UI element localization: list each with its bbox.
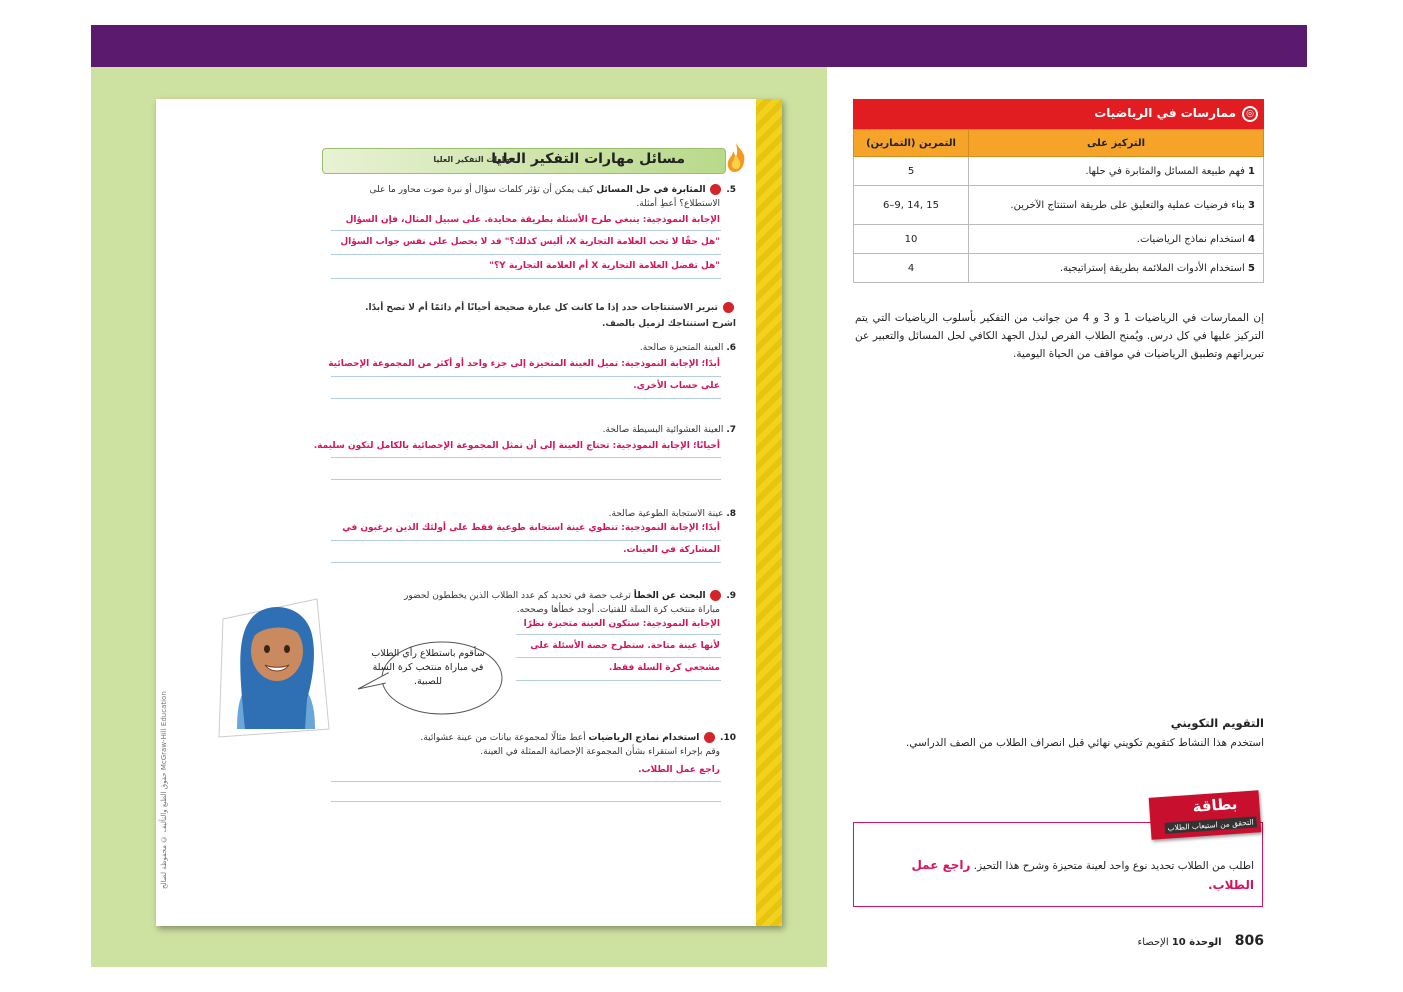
answer-line	[331, 376, 721, 377]
answer-8-line2: المشاركة في العينات.	[623, 545, 720, 555]
practices-paragraph: إن الممارسات في الرياضيات 1 و 3 و 4 من جوانب من التفكير بأسلوب الرياضيات التي يتم التركيز عليها في كل درس. ويُمنح الطلاب الفرص لبذل الجهد الكافي لحل المسائل والتعبير عن تبريراتهم وتطبيق الرياضيات في مواقف من الحياة اليومية.	[855, 312, 1265, 360]
question-8: 8. عينة الاستجابة الطوعية صالحة.	[608, 509, 736, 519]
reasoning-instruction: تبرير الاستنتاجات حدد إذا ما كانت كل عبارة صحيحة أحيانًا أم دائمًا أم لا تصح أبدًا.	[316, 301, 736, 315]
answer-line	[331, 230, 721, 231]
exercise-cell: 6–9, 14, 15	[854, 186, 969, 225]
practices-grid	[853, 129, 1264, 283]
answer-5-line2: "هل حقًا لا تحب العلامة التجارية X، أليس كذلك؟" قد لا يحصل على نفس جواب السؤال	[340, 237, 720, 247]
practices-header	[853, 99, 1264, 129]
question-5: 5. المثابرة في حل المسائل كيف يمكن أن تؤثر كلمات سؤال أو نبرة صوت محاور ما على	[369, 185, 736, 195]
page-number: 806	[1234, 933, 1264, 949]
exercise-cell: 4	[854, 254, 969, 283]
practices-title: ممارسات في الرياضيات	[1094, 106, 1236, 120]
answer-line	[516, 634, 721, 635]
q10-icon	[704, 732, 715, 743]
answer-line	[331, 562, 721, 563]
yellow-edge-strip	[756, 99, 782, 926]
q9-icon	[710, 590, 721, 601]
answer-line	[331, 398, 721, 399]
table-row	[854, 225, 1264, 254]
answer-line	[331, 457, 721, 458]
focus-cell: 4 استخدام نماذج الرياضيات.	[969, 225, 1264, 254]
student-edition-page	[156, 99, 782, 926]
q5-icon	[710, 184, 721, 195]
focus-cell: 1 فهم طبيعة المسائل والمثابرة في حلها.	[969, 157, 1264, 186]
answer-7-line1: أحيانًا؛ الإجابة النموذجية: تحتاج العينة إلى أن تمثل المجموعة الإحصائية بالكامل لتكون سليمة.	[313, 441, 720, 451]
table-row	[854, 157, 1264, 186]
formative-assessment-text: استخدم هذا النشاط كتقويم تكويني نهائي قبل انصراف الطلاب من الصف الدراسي.	[905, 737, 1264, 749]
question-10: 10. استخدام نماذج الرياضيات أعط مثالًا لمجموعة بيانات من عينة عشوائية.	[420, 733, 736, 743]
question-10-line2: وقم بإجراء استقراء بشأن المجموعة الإحصائية الممثلة في العينة.	[480, 747, 720, 757]
answer-9-line2: لأنها عينة متاحة. ستطرح حصة الأسئلة على	[530, 641, 720, 651]
answer-line	[516, 680, 721, 681]
exercise-cell: 5	[854, 157, 969, 186]
section-subtitle: مهارات التفكير العليا	[433, 155, 515, 164]
question-6: 6. العينة المتحيزة صالحة.	[639, 343, 736, 353]
unit-label: الوحدة 10	[1171, 937, 1222, 948]
page-footer	[1040, 933, 1264, 949]
answer-line	[331, 278, 721, 279]
question-7: 7. العينة العشوائية البسيطة صالحة.	[602, 425, 736, 435]
copyright-note: حقوق الطبع والتأليف © محفوظة لصالح McGraw-Hill Education	[160, 691, 168, 889]
girl-illustration	[217, 579, 333, 739]
answer-5-line3: "هل تفضل العلامة التجارية X أم العلامة التجارية Y؟"	[489, 261, 720, 271]
answer-6-line2: على حساب الأخرى.	[633, 381, 720, 391]
reasoning-icon	[723, 302, 734, 313]
question-9: 9. البحث عن الخطأ ترغب حصة في تحديد كم عدد الطلاب الذين يخططون لحضور	[404, 591, 736, 601]
answer-line	[331, 801, 721, 802]
section-header	[322, 148, 726, 174]
practices-icon: ◎	[1242, 106, 1258, 122]
exit-ticket-badge	[1149, 790, 1262, 840]
table-row	[854, 254, 1264, 283]
question-5-line2: الاستطلاع؟ أعطِ أمثلة.	[636, 199, 720, 209]
answer-6-line1: أبدًا؛ الإجابة النموذجية: تميل العينة المتحيزة إلى جزء واحد أو أكثر من المجموعة الإحصائية	[328, 359, 720, 369]
answer-line	[331, 479, 721, 480]
exit-ticket-text: اطلب من الطلاب تحديد نوع واحد لعينة متحيزة وشرح هذا التحيز. راجع عمل الطلاب.	[911, 858, 1254, 892]
section-title: مسائل مهارات التفكير العليا	[491, 151, 685, 167]
focus-cell: 5 استخدام الأدوات الملائمة بطريقة إستراتيجية.	[969, 254, 1264, 283]
ticket-badge-title: بطاقة	[1191, 794, 1238, 816]
answer-10-line1: راجع عمل الطلاب.	[638, 765, 720, 775]
formative-assessment-title: التقويم التكويني	[1170, 716, 1264, 730]
ticket-badge-subtitle: التحقق من استيعاب الطلاب	[1164, 816, 1257, 833]
question-9-line2: مباراة منتخب كرة السلة للفتيات. أوجد خطأها وصححه.	[516, 605, 720, 615]
math-practices-table	[853, 99, 1264, 283]
col-focus: التركيز على	[969, 130, 1264, 157]
answer-5-line1: الإجابة النموذجية: ينبغي طرح الأسئلة بطريقة محايدة. على سبيل المثال، فإن السؤال	[345, 215, 720, 225]
focus-cell: 3 بناء فرضيات عملية والتعليق على طريقة استنتاج الآخرين.	[969, 186, 1264, 225]
answer-line	[331, 254, 721, 255]
col-exercises: التمرين (التمارين)	[854, 130, 969, 157]
reasoning-instruction-line2: اشرح استنتاجك لزميل بالصف.	[601, 319, 736, 329]
table-row	[854, 186, 1264, 225]
table-header-row	[854, 130, 1264, 157]
answer-8-line1: أبدًا؛ الإجابة النموذجية: تنطوي عينة استجابة طوعية فقط على أولئك الذين يرغبون في	[342, 523, 720, 533]
speech-bubble-text: سأقوم باستطلاع رأي الطلاب في مباراة منتخب كرة السلة للصبية.	[371, 648, 485, 687]
answer-line	[331, 540, 721, 541]
answer-9-line3: مشجعي كرة السلة فقط.	[608, 663, 720, 673]
answer-line	[331, 781, 721, 782]
flame-icon	[725, 141, 747, 173]
answer-line	[516, 657, 721, 658]
unit-topic: الإحصاء	[1137, 937, 1169, 948]
ticket-highlight: راجع عمل الطلاب.	[911, 858, 1254, 892]
answer-9-line1: الإجابة النموذجية: ستكون العينة متحيزة نظرًا	[523, 619, 720, 629]
top-banner	[91, 25, 1307, 67]
exercise-cell: 10	[854, 225, 969, 254]
